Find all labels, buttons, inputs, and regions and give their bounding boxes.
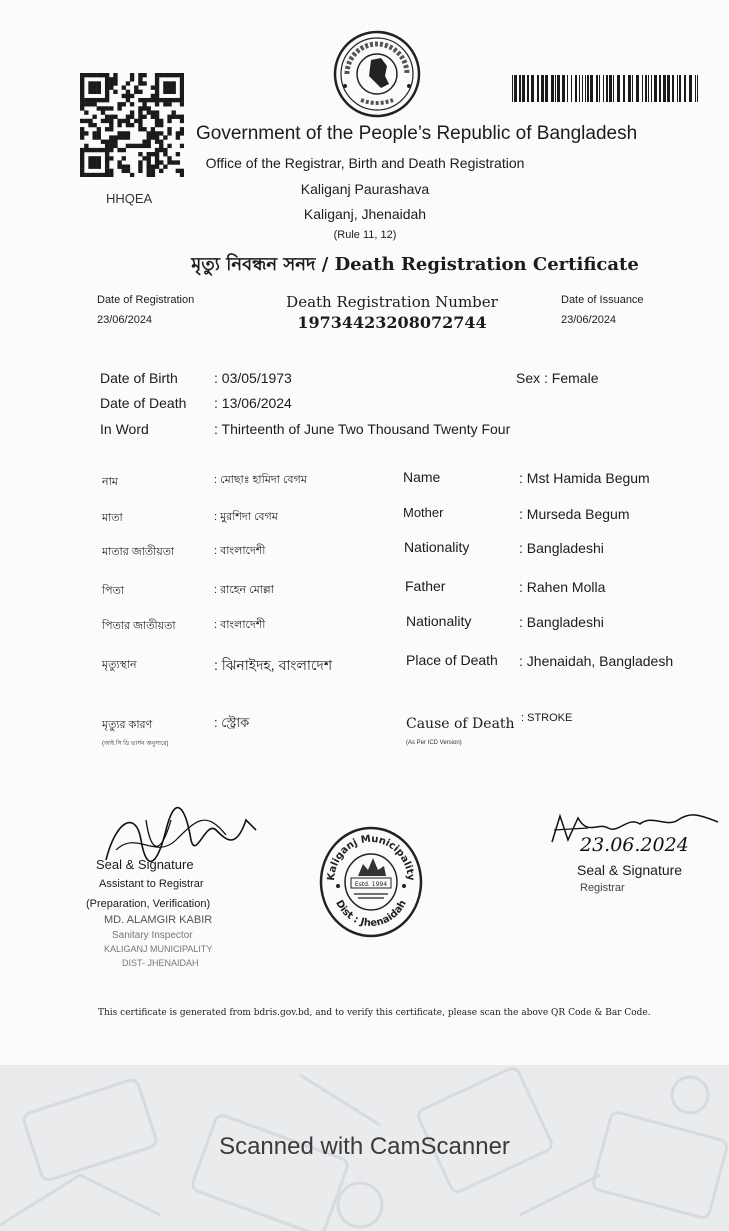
bn-mother-label: মাতা bbox=[102, 512, 123, 524]
registration-date-value: 23/06/2024 bbox=[97, 314, 153, 326]
assistant-registrar-role: Assistant to Registrar bbox=[99, 878, 204, 890]
in-word-value: : Thirteenth of June Two Thousand Twenty Four bbox=[214, 421, 511, 437]
death-registration-number: 19734423208072744 bbox=[297, 313, 487, 332]
father-label: Father bbox=[405, 578, 446, 594]
office-heading: Office of the Registrar, Birth and Death Registration bbox=[205, 155, 525, 171]
registration-date-label: Date of Registration bbox=[97, 294, 195, 306]
qr-code-label: HHQEA bbox=[106, 191, 153, 206]
rule-text: (Rule 11, 12) bbox=[333, 229, 397, 241]
stamp-line-2: Sanitary Inspector bbox=[112, 930, 193, 941]
name-value: : Mst Hamida Begum bbox=[519, 470, 650, 486]
stamp-line-1: MD. ALAMGIR KABIR bbox=[104, 914, 213, 926]
bn-mother-nationality-label: মাতার জাতীয়তা bbox=[102, 546, 175, 558]
date-of-death-value: : 13/06/2024 bbox=[214, 395, 292, 411]
mother-nationality-label: Nationality bbox=[404, 539, 470, 555]
place-of-death-value: : Jhenaidah, Bangladesh bbox=[519, 653, 674, 669]
barcode bbox=[512, 75, 698, 102]
svg-text:Dist : Jhenaidah bbox=[333, 898, 409, 929]
qr-code bbox=[80, 73, 184, 177]
death-registration-number-label: Death Registration Number bbox=[286, 293, 498, 311]
bn-father-value: : রাহেন মোল্লা bbox=[214, 584, 274, 596]
date-of-birth-value: : 03/05/1973 bbox=[214, 370, 292, 386]
certificate-title: মৃত্যু নিবন্ধন সনদ / Death Registration Certificate bbox=[191, 254, 639, 275]
issuance-date-label: Date of Issuance bbox=[561, 294, 644, 306]
municipality-seal-icon bbox=[318, 826, 424, 938]
mother-value: : Murseda Begum bbox=[519, 506, 630, 522]
preparation-verification: (Preparation, Verification) bbox=[86, 898, 211, 910]
seal-year-text: Estd. 1994 bbox=[354, 881, 388, 888]
cause-of-death-label: Cause of Death bbox=[406, 716, 515, 732]
seal-bottom-text: Dist : Jhenaidah bbox=[333, 898, 409, 930]
in-word-label: In Word bbox=[100, 421, 149, 437]
date-of-death-label: Date of Death bbox=[100, 395, 187, 411]
left-seal-signature: Seal & Signature bbox=[96, 857, 194, 872]
registrar-sign-date: 23.06.2024 bbox=[580, 834, 689, 856]
issuance-date-value: 23/06/2024 bbox=[561, 314, 617, 326]
bn-mother-value: : মুরশিদা বেগম bbox=[214, 511, 278, 523]
bn-father-nationality-label: পিতার জাতীয়তা bbox=[102, 620, 176, 632]
bn-cause-of-death-note: (আই সি ডি ভার্সন অনুসারে) bbox=[102, 741, 169, 747]
bn-name-label: নাম bbox=[102, 476, 118, 488]
bn-cause-of-death-label: মৃত্যুর কারণ bbox=[102, 719, 153, 731]
sex-value: Sex : Female bbox=[516, 370, 599, 386]
date-of-birth-label: Date of Birth bbox=[100, 370, 178, 386]
father-value: : Rahen Molla bbox=[519, 579, 606, 595]
bn-place-of-death-value: : ঝিনাইদহ, বাংলাদেশ bbox=[214, 657, 333, 673]
bn-name-value: : মোছাঃ হামিদা বেগম bbox=[214, 474, 307, 486]
government-heading: Government of the People’s Republic of Bangladesh bbox=[196, 123, 638, 144]
bn-place-of-death-label: মৃত্যুস্থান bbox=[102, 659, 137, 671]
stamp-line-3: KALIGANJ MUNICIPALITY bbox=[104, 944, 213, 954]
right-seal-signature: Seal & Signature bbox=[577, 862, 683, 878]
stamp-line-4: DIST- JHENAIDAH bbox=[122, 958, 199, 968]
location-heading: Kaliganj, Jhenaidah bbox=[303, 206, 427, 222]
place-of-death-label: Place of Death bbox=[406, 652, 498, 668]
name-label: Name bbox=[403, 469, 441, 485]
father-nationality-value: : Bangladeshi bbox=[519, 614, 604, 630]
government-emblem-icon bbox=[333, 30, 421, 118]
bn-cause-of-death-value: : স্ট্রোক bbox=[214, 715, 250, 730]
paurashava-heading: Kaliganj Paurashava bbox=[300, 181, 430, 197]
camscanner-watermark: Scanned with CamScanner bbox=[219, 1133, 510, 1160]
bn-mother-nationality-value: : বাংলাদেশী bbox=[214, 545, 266, 557]
bn-father-nationality-value: : বাংলাদেশী bbox=[214, 619, 266, 631]
bn-father-label: পিতা bbox=[102, 585, 125, 597]
cause-of-death-note: (As Per ICD Version) bbox=[406, 740, 462, 746]
seal-top-text: Kaliganj Municipality bbox=[325, 833, 417, 882]
verification-note: This certificate is generated from bdris.gov.bd, and to verify this certificate, please scan the above QR Code & Bar Code. bbox=[98, 1008, 651, 1018]
mother-nationality-value: : Bangladeshi bbox=[519, 540, 604, 556]
father-nationality-label: Nationality bbox=[406, 613, 472, 629]
cause-of-death-value: : STROKE bbox=[521, 712, 573, 724]
registrar-role: Registrar bbox=[580, 882, 625, 894]
mother-label: Mother bbox=[403, 505, 444, 520]
